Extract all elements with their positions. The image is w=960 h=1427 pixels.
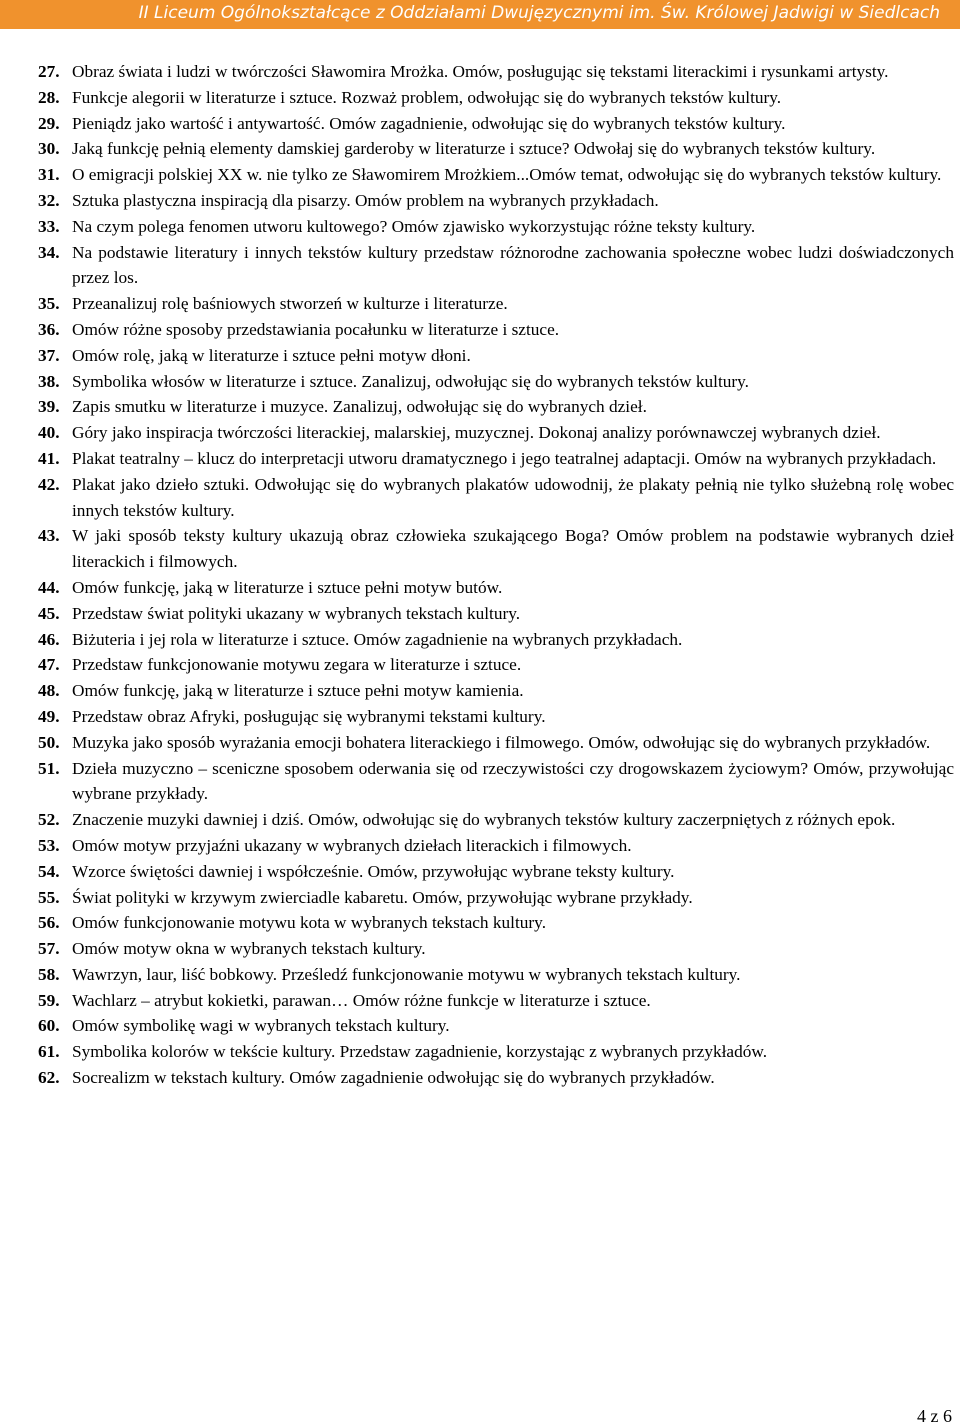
item-text: Obraz świata i ludzi w twórczości Sławomira Mrożka. Omów, posługując się tekstami literackimi i rysunkami artysty. [72, 62, 889, 81]
item-number: 46. [38, 629, 60, 649]
item-text: Znaczenie muzyki dawniej i dziś. Omów, odwołując się do wybranych tekstów kultury zaczerpniętych z różnych epok. [72, 810, 896, 830]
list-item [38, 885, 956, 911]
item-text: Na czym polega fenomen utworu kultowego? Omów zjawisko wykorzystując różne teksty kultury. [72, 216, 756, 236]
item-text: Jaką funkcję pełnią elementy damskiej garderoby w literaturze i sztuce? Odwołaj się do wybranych tekstów kultury. [72, 139, 876, 159]
item-text: Wachlarz – atrybut kokietki, parawan… Omów różne funkcje w literaturze i sztuce. [72, 990, 651, 1010]
list-item [38, 833, 956, 859]
item-text: Góry jako inspiracja twórczości literackiej, malarskiej, muzycznej. Dokonaj analizy porównawczej wybranych dzieł. [72, 423, 881, 443]
list-item [38, 988, 956, 1014]
item-number: 39. [38, 397, 60, 417]
item-text: Świat polityki w krzywym zwierciadle kabaretu. Omów, przywołując wybrane przykłady. [72, 887, 693, 907]
item-text: Przeanalizuj rolę baśniowych stworzeń w kulturze i literaturze. [72, 294, 508, 314]
item-number: 37. [38, 345, 60, 365]
item-number: 32. [38, 190, 60, 210]
item-number: 34. [38, 242, 60, 262]
item-number: 40. [38, 423, 60, 443]
item-text: Na podstawie literatury i innych tekstów kultury przedstaw różnorodne zachowania społeczne wobec ludzi doświadczonych przez los. [72, 242, 954, 288]
item-number: 55. [38, 887, 60, 907]
list-item [38, 1039, 956, 1065]
list-item [38, 446, 956, 472]
item-text: Omów funkcję, jaką w literaturze i sztuce pełni motyw kamienia. [72, 681, 524, 701]
list-item [38, 627, 956, 653]
item-number: 45. [38, 603, 60, 623]
list-item [38, 962, 956, 988]
list-item [38, 85, 956, 111]
item-number: 60. [38, 1016, 60, 1036]
item-text: Omów funkcję, jaką w literaturze i sztuce pełni motyw butów. [72, 577, 503, 597]
item-number: 28. [38, 87, 60, 107]
item-number: 36. [38, 319, 60, 339]
item-text: Funkcje alegorii w literaturze i sztuce. Rozważ problem, odwołując się do wybranych tekstów kultury. [72, 87, 782, 107]
item-text: Biżuteria i jej rola w literaturze i sztuce. Omów zagadnienie na wybranych przykładach. [72, 629, 683, 649]
item-text: Przedstaw świat polityki ukazany w wybranych tekstach kultury. [72, 603, 521, 623]
list-item [38, 936, 956, 962]
item-number: 52. [38, 810, 60, 830]
item-text: Dzieła muzyczno – sceniczne sposobem oderwania się od rzeczywistości czy drogowskazem życiowym? Omów, przywołując wybrane przykłady. [72, 758, 954, 804]
item-text: Zapis smutku w literaturze i muzyce. Zanalizuj, odwołując się do wybranych dzieł. [72, 397, 647, 417]
list-item [38, 601, 956, 627]
item-text: Wawrzyn, laur, liść bobkowy. Prześledź funkcjonowanie motywu w wybranych tekstach kultury. [72, 964, 741, 984]
item-text: Omów rolę, jaką w literaturze i sztuce pełni motyw dłoni. [72, 345, 471, 365]
item-text: Omów motyw okna w wybranych tekstach kultury. [72, 939, 426, 959]
item-number: 27. [38, 62, 60, 81]
list-item [38, 575, 956, 601]
topic-list [38, 59, 956, 1091]
item-number: 30. [38, 139, 60, 159]
list-item [38, 369, 956, 395]
item-text: Pieniądz jako wartość i antywartość. Omów zagadnienie, odwołując się do wybranych tekstów kultury. [72, 113, 786, 133]
list-item [38, 240, 956, 292]
header-title: II Liceum Ogólnokształcące z Oddziałami Dwujęzycznymi im. Św. Królowej Jadwigi w Siedlcach [138, 3, 940, 23]
item-number: 41. [38, 448, 60, 468]
list-item [38, 678, 956, 704]
list-item [38, 188, 956, 214]
item-number: 44. [38, 577, 60, 597]
list-item [38, 111, 956, 137]
item-text: Plakat teatralny – klucz do interpretacji utworu dramatycznego i jego teatralnej adaptacji. Omów na wybranych przykładach. [72, 448, 937, 468]
list-item [38, 420, 956, 446]
item-text: Plakat jako dzieło sztuki. Odwołując się do wybranych plakatów udowodnij, że plakaty pełnią nie tylko służebną rolę wobec innych tekstów kultury. [72, 474, 954, 520]
item-number: 31. [38, 165, 60, 185]
item-number: 48. [38, 681, 60, 701]
item-number: 56. [38, 913, 60, 933]
item-number: 47. [38, 655, 60, 675]
page-number: 4 z 6 [917, 1406, 952, 1426]
list-item [38, 317, 956, 343]
item-number: 49. [38, 706, 60, 726]
item-number: 51. [38, 758, 60, 778]
list-item [38, 1013, 956, 1039]
item-number: 58. [38, 964, 60, 984]
item-text: Muzyka jako sposób wyrażania emocji bohatera literackiego i filmowego. Omów, odwołując się do wybranych przykładów. [72, 732, 931, 752]
item-text: Przedstaw funkcjonowanie motywu zegara w literaturze i sztuce. [72, 655, 522, 675]
list-item [38, 343, 956, 369]
item-text: Omów symbolikę wagi w wybranych tekstach kultury. [72, 1016, 450, 1036]
list-item [38, 291, 956, 317]
item-number: 54. [38, 861, 60, 881]
list-item [38, 704, 956, 730]
list-item [38, 756, 956, 808]
page-header [0, 0, 960, 29]
list-item [38, 523, 956, 575]
item-number: 33. [38, 216, 60, 236]
item-number: 50. [38, 732, 60, 752]
list-item [38, 394, 956, 420]
list-item [38, 652, 956, 678]
item-number: 61. [38, 1042, 60, 1062]
list-item [38, 214, 956, 240]
list-item [38, 807, 956, 833]
list-item [38, 59, 956, 85]
list-item [38, 472, 956, 524]
list-item [38, 859, 956, 885]
item-text: Socrealizm w tekstach kultury. Omów zagadnienie odwołując się do wybranych przykładów. [72, 1068, 715, 1088]
item-text: Omów motyw przyjaźni ukazany w wybranych dziełach literackich i filmowych. [72, 835, 632, 855]
item-text: Sztuka plastyczna inspiracją dla pisarzy. Omów problem na wybranych przykładach. [72, 190, 659, 210]
list-item [38, 136, 956, 162]
item-text: Przedstaw obraz Afryki, posługując się wybranymi tekstami kultury. [72, 706, 546, 726]
item-number: 62. [38, 1068, 60, 1088]
list-item [38, 162, 956, 188]
item-number: 35. [38, 294, 60, 314]
item-text: Symbolika włosów w literaturze i sztuce. Zanalizuj, odwołując się do wybranych tekstów kultury. [72, 371, 750, 391]
list-item [38, 1065, 956, 1091]
item-number: 43. [38, 526, 60, 546]
item-number: 29. [38, 113, 60, 133]
item-text: Wzorce świętości dawniej i współcześnie. Omów, przywołując wybrane teksty kultury. [72, 861, 675, 881]
item-text: Omów różne sposoby przedstawiania pocałunku w literaturze i sztuce. [72, 319, 560, 339]
item-number: 59. [38, 990, 60, 1010]
item-text: O emigracji polskiej XX w. nie tylko ze Sławomirem Mrożkiem...Omów temat, odwołując się do wybranych tekstów kultury. [72, 165, 942, 185]
item-text: Symbolika kolorów w tekście kultury. Przedstaw zagadnienie, korzystając z wybranych przykładów. [72, 1042, 768, 1062]
item-number: 53. [38, 835, 60, 855]
item-number: 57. [38, 939, 60, 959]
list-item [38, 910, 956, 936]
list-item [38, 730, 956, 756]
item-number: 38. [38, 371, 60, 391]
item-text: W jaki sposób teksty kultury ukazują obraz człowieka szukającego Boga? Omów problem na podstawie wybranych dzieł literackich i filmowych. [72, 526, 954, 572]
item-number: 42. [38, 474, 60, 494]
item-text: Omów funkcjonowanie motywu kota w wybranych tekstach kultury. [72, 913, 547, 933]
